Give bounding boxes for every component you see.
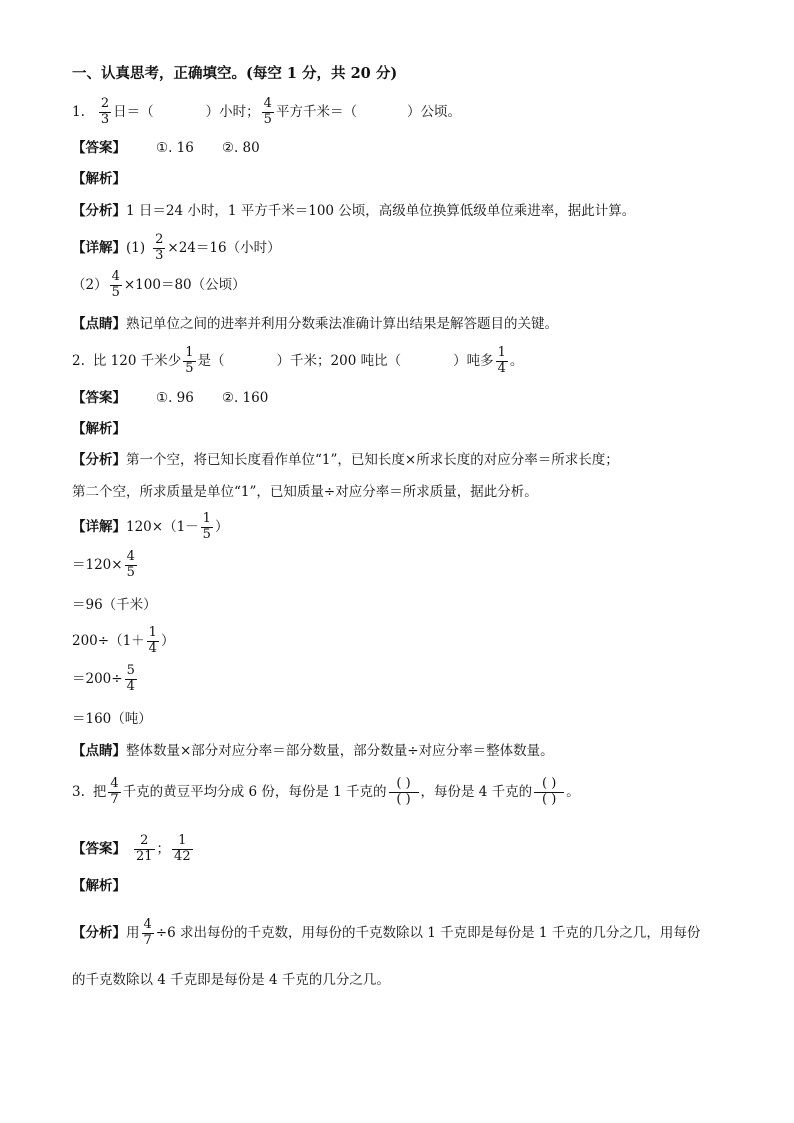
question-text: 比 120 千米少 — [92, 352, 182, 369]
fraction: $\frac{1}{4}$ — [497, 345, 506, 376]
analysis-text: 第一个空，将已知长度看作单位“1”，已知长度×所求长度的对应分率＝所求长度； — [126, 452, 619, 468]
answer-value: ①. 16 — [156, 140, 194, 156]
answer-label: 【答案】 — [72, 390, 126, 406]
question-text: 日＝（ — [113, 103, 154, 120]
jiexi-label: 【解析】 — [72, 878, 126, 894]
answer-label: 【答案】 — [72, 140, 126, 156]
step-text: ×24＝16（小时） — [167, 239, 281, 256]
answer-row — [72, 834, 195, 865]
step-text: ） — [214, 518, 229, 535]
step-text: ＝160（吨） — [72, 711, 152, 727]
analysis-label: 【分析】 — [72, 452, 126, 468]
fraction: $\frac{2}{3}$ — [100, 96, 110, 127]
analysis-text: 的千克数除以 4 千克即是每份是 4 千克的几分之几。 — [72, 972, 390, 988]
fraction: $\frac{4}{7}$ — [143, 917, 152, 948]
fraction: $\frac{2}{3}$ — [155, 232, 164, 263]
step-text: 200÷（1＋ — [72, 632, 145, 649]
question-text: ，每份是 4 千克的 — [420, 783, 533, 800]
fraction: $\frac{1}{42}$ — [174, 833, 191, 864]
analysis-row — [72, 918, 700, 949]
step-text: ＝120× — [72, 556, 123, 573]
analysis-text: 用 — [126, 924, 140, 941]
analysis-row — [72, 454, 619, 468]
answer-separator: ； — [156, 840, 171, 857]
dianjing-text: 整体数量×部分对应分率＝部分数量，部分数量÷对应分率＝整体数量。 — [126, 743, 554, 759]
step-row — [72, 626, 174, 657]
jiexi-label: 【解析】 — [72, 171, 126, 187]
detail-row — [72, 233, 281, 264]
detail-row — [72, 512, 228, 543]
analysis-text: 第二个空，所求质量是单位“1”，已知质量÷对应分率＝所求质量，据此分析。 — [72, 484, 538, 500]
answer-row — [72, 142, 260, 156]
fraction: $\frac{4}{5}$ — [126, 549, 135, 580]
detail-row — [72, 270, 246, 301]
fraction: $\frac{1}{5}$ — [185, 345, 194, 376]
analysis-label: 【分析】 — [72, 924, 126, 941]
dianjing-text: 熟记单位之间的进率并利用分数乘法准确计算出结果是解答题目的关键。 — [126, 316, 558, 332]
question-2 — [72, 346, 523, 377]
fraction: $\frac{1}{5}$ — [202, 511, 211, 542]
analysis-row — [72, 205, 635, 219]
question-text: ）吨多 — [453, 352, 494, 369]
step-text: ×100＝80（公顷） — [123, 276, 246, 293]
analysis-text: 1 日＝24 小时，1 平方千米＝100 公顷，高级单位换算低级单位乘进率，据此计算。 — [126, 203, 636, 219]
detail-label: 【详解】 — [72, 518, 126, 535]
step-text: (1) — [126, 239, 146, 256]
answer-value: ①. 96 — [156, 390, 194, 406]
question-text: 是（ — [197, 352, 225, 369]
question-text: ）公顷。 — [406, 103, 461, 120]
dianjing-label: 【点睛】 — [72, 316, 126, 332]
question-text: ）千米；200 吨比（ — [276, 352, 402, 369]
question-number: 3. — [72, 783, 85, 800]
question-text: 平方千米＝（ — [275, 103, 357, 120]
analysis-text: ÷6 求出每份的千克数，用每份的千克数除以 1 千克即是每份是 1 千克的几分之几，用每份 — [155, 924, 701, 941]
question-number: 2. — [72, 352, 85, 369]
fraction: $\frac{4}{5}$ — [111, 269, 120, 300]
dianjing-row — [72, 745, 554, 759]
analysis-label: 【分析】 — [72, 203, 126, 219]
fraction: $\frac{5}{4}$ — [126, 663, 135, 694]
question-3 — [72, 777, 580, 808]
question-text: 。 — [566, 783, 580, 800]
dianjing-row — [72, 318, 558, 332]
step-row — [72, 664, 139, 695]
blank-fraction: $\frac{( )}{( )}$ — [534, 777, 564, 808]
section-title: 一、认真思考，正确填空。(每空 1 分，共 20 分) — [72, 65, 398, 82]
detail-label: 【详解】 — [72, 239, 126, 256]
step-text: 120×（1－ — [126, 518, 199, 535]
fraction: $\frac{2}{21}$ — [136, 833, 153, 864]
question-text: 。 — [509, 352, 524, 369]
question-1 — [72, 97, 461, 128]
blank-fraction: $\frac{( )}{( )}$ — [389, 777, 419, 808]
answer-value: ②. 80 — [221, 140, 260, 156]
question-text: ）小时； — [205, 103, 260, 120]
jiexi-label: 【解析】 — [72, 421, 126, 437]
question-text: 千克的黄豆平均分成 6 份，每份是 1 千克的 — [122, 783, 387, 800]
question-number: 1. — [72, 103, 85, 120]
question-text: 把 — [92, 783, 107, 800]
step-text: ＝200÷ — [72, 670, 123, 687]
answer-label: 【答案】 — [72, 840, 126, 857]
fraction: $\frac{4}{7}$ — [110, 776, 119, 807]
dianjing-label: 【点睛】 — [72, 743, 126, 759]
step-row — [72, 550, 139, 581]
step-text: （2） — [72, 276, 108, 293]
fraction: $\frac{4}{5}$ — [263, 96, 272, 127]
answer-value: ②. 160 — [221, 390, 269, 406]
step-text: ） — [160, 632, 175, 649]
fraction: $\frac{1}{4}$ — [148, 625, 157, 656]
step-text: ＝96（千米） — [72, 597, 157, 613]
answer-row — [72, 392, 268, 406]
